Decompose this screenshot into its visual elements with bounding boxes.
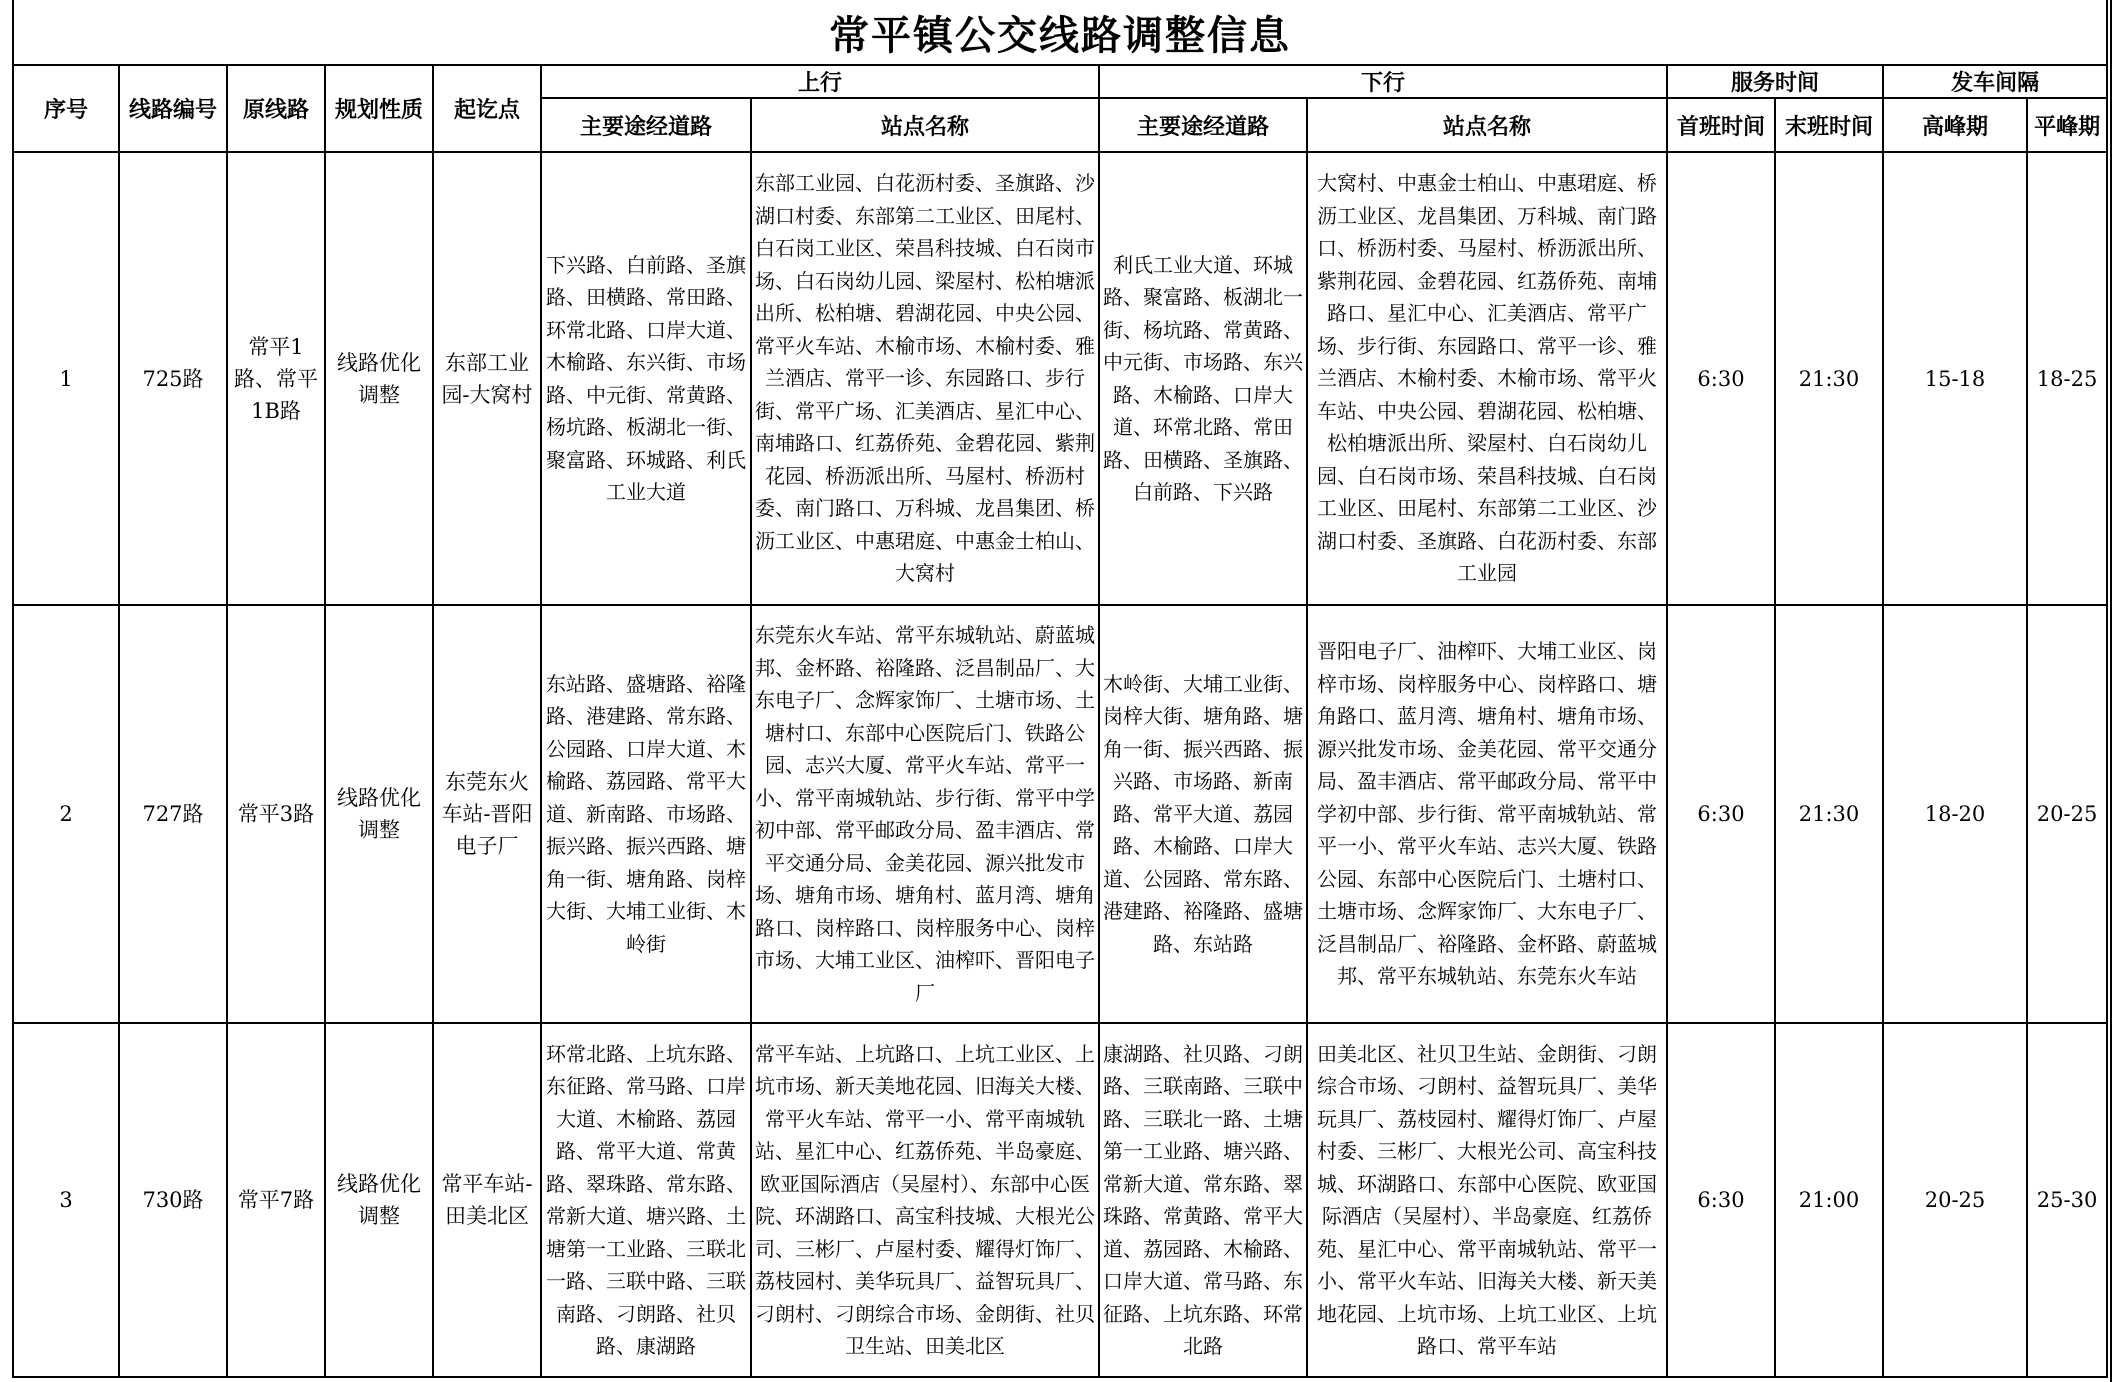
cell-first-bus: 6:30: [1667, 605, 1775, 1023]
cell-last-bus: 21:30: [1775, 605, 1883, 1023]
header-down: 下行: [1099, 65, 1667, 98]
header-last-bus: 末班时间: [1775, 98, 1883, 152]
cell-first-bus: 6:30: [1667, 1023, 1775, 1377]
page-edge-line: [2110, 0, 2112, 1382]
table-row: [13, 152, 2107, 605]
cell-offpeak: 18-25: [2027, 152, 2107, 605]
header-interval: 发车间隔: [1883, 65, 2107, 98]
cell-last-bus: 21:00: [1775, 1023, 1883, 1377]
header-terminals: 起讫点: [433, 65, 541, 152]
cell-offpeak: 20-25: [2027, 605, 2107, 1023]
cell-down-roads: 利氏工业大道、环城路、聚富路、板湖北一街、杨坑路、常黄路、中元街、市场路、东兴路、木榆路、口岸大道、环常北路、常田路、田横路、圣旗路、白前路、下兴路: [1099, 152, 1307, 605]
cell-up-stations: 常平车站、上坑路口、上坑工业区、上坑市场、新天美地花园、旧海关大楼、常平火车站、常平一小、常平南城轨站、星汇中心、红荔侨苑、半岛豪庭、欧亚国际酒店（吴屋村）、东部中心医院、环湖路口、高宝科技城、大根光公司、三彬厂、卢屋村委、耀得灯饰厂、荔枝园村、美华玩具厂、益智玩具厂、刁朗村、刁朗综合市场、金朗街、社贝卫生站、田美北区: [751, 1023, 1099, 1377]
table-row: [13, 1023, 2107, 1377]
cell-orig-line: 常平7路: [227, 1023, 325, 1377]
cell-terminals: 东部工业园-大窝村: [433, 152, 541, 605]
header-orig-line: 原线路: [227, 65, 325, 152]
bus-route-table: [12, 0, 2108, 1378]
schedule-sheet: [12, 0, 2118, 1378]
header-offpeak: 平峰期: [2027, 98, 2107, 152]
header-down-roads: 主要途经道路: [1099, 98, 1307, 152]
cell-up-roads: 下兴路、白前路、圣旗路、田横路、常田路、环常北路、口岸大道、木榆路、东兴街、市场路、中元街、常黄路、杨坑路、板湖北一街、聚富路、环城路、利氏工业大道: [541, 152, 751, 605]
cell-up-roads: 环常北路、上坑东路、东征路、常马路、口岸大道、木榆路、荔园路、常平大道、常黄路、翠珠路、常东路、常新大道、塘兴路、土塘第一工业路、三联北一路、三联中路、三联南路、刁朗路、社贝路、康湖路: [541, 1023, 751, 1377]
header-up: 上行: [541, 65, 1099, 98]
cell-down-roads: 木岭街、大埔工业街、岗梓大街、塘角路、塘角一街、振兴西路、振兴路、市场路、新南路、常平大道、荔园路、木榆路、口岸大道、公园路、常东路、港建路、裕隆路、盛塘路、东站路: [1099, 605, 1307, 1023]
cell-seq: 3: [13, 1023, 119, 1377]
header-up-roads: 主要途经道路: [541, 98, 751, 152]
cell-line-no: 730路: [119, 1023, 227, 1377]
table-row: [13, 605, 2107, 1023]
header-row-1: [13, 65, 2107, 98]
cell-last-bus: 21:30: [1775, 152, 1883, 605]
header-plan-type: 规划性质: [325, 65, 433, 152]
cell-down-stations: 晋阳电子厂、油榨吓、大埔工业区、岗梓市场、岗梓服务中心、岗梓路口、塘角路口、蓝月湾、塘角村、塘角市场、源兴批发市场、金美花园、常平交通分局、盈丰酒店、常平邮政分局、常平中学初中部、步行街、常平南城轨站、常平一小、常平火车站、志兴大厦、铁路公园、东部中心医院后门、土塘村口、土塘市场、念辉家饰厂、大东电子厂、泛昌制品厂、裕隆路、金杯路、蔚蓝城邦、常平东城轨站、东莞东火车站: [1307, 605, 1667, 1023]
cell-line-no: 725路: [119, 152, 227, 605]
header-first-bus: 首班时间: [1667, 98, 1775, 152]
cell-up-stations: 东莞东火车站、常平东城轨站、蔚蓝城邦、金杯路、裕隆路、泛昌制品厂、大东电子厂、念辉家饰厂、土塘市场、土塘村口、东部中心医院后门、铁路公园、志兴大厦、常平火车站、常平一小、常平南城轨站、步行街、常平中学初中部、常平邮政分局、盈丰酒店、常平交通分局、金美花园、源兴批发市场、塘角市场、塘角村、蓝月湾、塘角路口、岗梓路口、岗梓服务中心、岗梓市场、大埔工业区、油榨吓、晋阳电子厂: [751, 605, 1099, 1023]
cell-plan-type: 线路优化调整: [325, 605, 433, 1023]
header-line-no: 线路编号: [119, 65, 227, 152]
cell-peak: 20-25: [1883, 1023, 2027, 1377]
cell-down-roads: 康湖路、社贝路、刁朗路、三联南路、三联中路、三联北一路、土塘第一工业路、塘兴路、常新大道、常东路、翠珠路、常黄路、常平大道、荔园路、木榆路、口岸大道、常马路、东征路、上坑东路、环常北路: [1099, 1023, 1307, 1377]
cell-first-bus: 6:30: [1667, 152, 1775, 605]
header-peak: 高峰期: [1883, 98, 2027, 152]
cell-down-stations: 大窝村、中惠金士柏山、中惠珺庭、桥沥工业区、龙昌集团、万科城、南门路口、桥沥村委、马屋村、桥沥派出所、紫荆花园、金碧花园、红荔侨苑、南埔路口、星汇中心、汇美酒店、常平广场、步行街、东园路口、常平一诊、雅兰酒店、木榆村委、木榆市场、常平火车站、中央公园、碧湖花园、松柏塘、松柏塘派出所、梁屋村、白石岗幼儿园、白石岗市场、荣昌科技城、白石岗工业区、田尾村、东部第二工业区、沙湖口村委、圣旗路、白花沥村委、东部工业园: [1307, 152, 1667, 605]
cell-up-roads: 东站路、盛塘路、裕隆路、港建路、常东路、公园路、口岸大道、木榆路、荔园路、常平大道、新南路、市场路、振兴路、振兴西路、塘角一街、塘角路、岗梓大街、大埔工业街、木岭街: [541, 605, 751, 1023]
header-seq: 序号: [13, 65, 119, 152]
cell-down-stations: 田美北区、社贝卫生站、金朗街、刁朗综合市场、刁朗村、益智玩具厂、美华玩具厂、荔枝园村、耀得灯饰厂、卢屋村委、三彬厂、大根光公司、高宝科技城、环湖路口、东部中心医院、欧亚国际酒店（吴屋村）、半岛豪庭、红荔侨苑、星汇中心、常平南城轨站、常平一小、常平火车站、旧海关大楼、新天美地花园、上坑市场、上坑工业区、上坑路口、常平车站: [1307, 1023, 1667, 1377]
cell-peak: 18-20: [1883, 605, 2027, 1023]
header-up-stations: 站点名称: [751, 98, 1099, 152]
cell-plan-type: 线路优化调整: [325, 152, 433, 605]
header-service-time: 服务时间: [1667, 65, 1883, 98]
header-down-stations: 站点名称: [1307, 98, 1667, 152]
cell-terminals: 东莞东火车站-晋阳电子厂: [433, 605, 541, 1023]
page-title: 常平镇公交线路调整信息: [13, 0, 2107, 65]
cell-up-stations: 东部工业园、白花沥村委、圣旗路、沙湖口村委、东部第二工业区、田尾村、白石岗工业区、荣昌科技城、白石岗市场、白石岗幼儿园、梁屋村、松柏塘派出所、松柏塘、碧湖花园、中央公园、常平火车站、木榆市场、木榆村委、雅兰酒店、常平一诊、东园路口、步行街、常平广场、汇美酒店、星汇中心、南埔路口、红荔侨苑、金碧花园、紫荆花园、桥沥派出所、马屋村、桥沥村委、南门路口、万科城、龙昌集团、桥沥工业区、中惠珺庭、中惠金士柏山、大窝村: [751, 152, 1099, 605]
cell-seq: 2: [13, 605, 119, 1023]
cell-terminals: 常平车站-田美北区: [433, 1023, 541, 1377]
cell-plan-type: 线路优化调整: [325, 1023, 433, 1377]
cell-seq: 1: [13, 152, 119, 605]
title-row: [13, 0, 2107, 65]
cell-orig-line: 常平3路: [227, 605, 325, 1023]
cell-offpeak: 25-30: [2027, 1023, 2107, 1377]
cell-line-no: 727路: [119, 605, 227, 1023]
cell-orig-line: 常平1路、常平1B路: [227, 152, 325, 605]
cell-peak: 15-18: [1883, 152, 2027, 605]
